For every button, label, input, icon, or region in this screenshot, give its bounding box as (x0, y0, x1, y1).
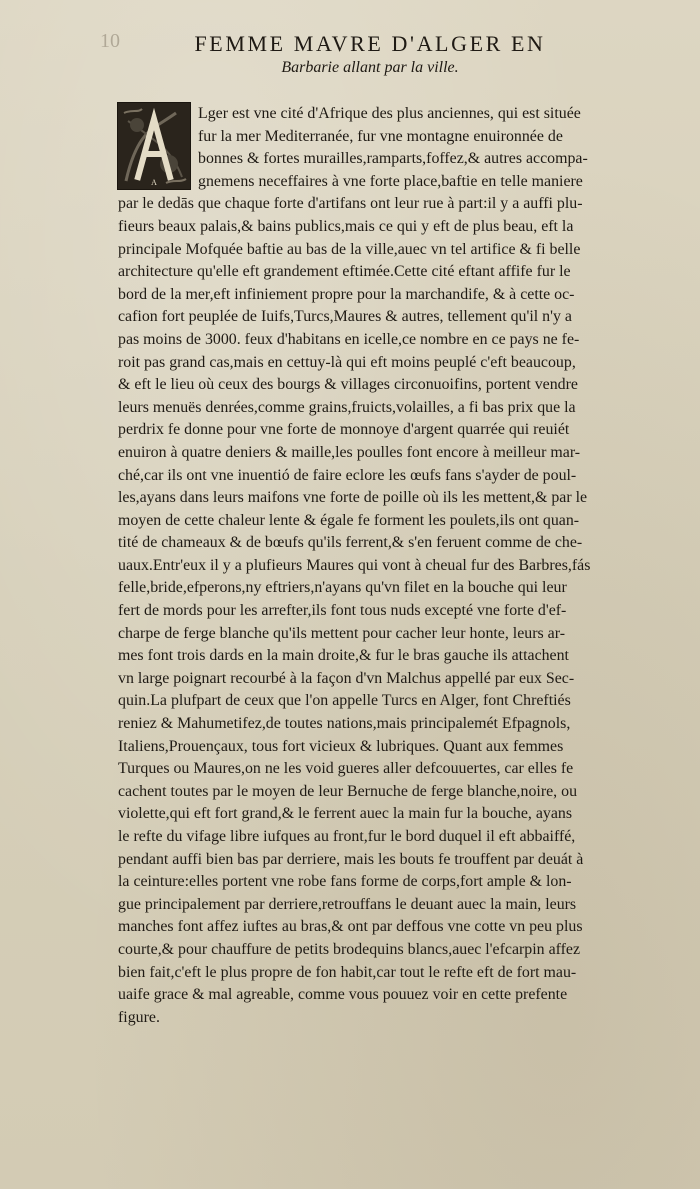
text-line-26: vn large poignart recourbé à la façon d'vn Malchus appellé par eux Sec- (118, 669, 575, 687)
text-line-39: bien fait,c'eft le plus propre de fon habit,car tout le refte eft de fort mau- (118, 963, 577, 981)
text-line-36: gue principalement par derriere,retrouffans le deuant auec la main, leurs (118, 895, 577, 913)
body-text (118, 103, 648, 1029)
text-line-24: charpe de ferge blanche qu'ils mettent pour cacher leur honte, leurs ar- (118, 624, 565, 642)
text-line-14: leurs menuës denrées,comme grains,fruicts,volailles, a fi bas prix que la (118, 398, 576, 416)
text-line-29: Italiens,Prouençaux, tous fort vicieux & lubriques. Quant aux femmes (118, 737, 564, 755)
text-line-5: par le dedās que chaque forte d'artifans ont leur rue à part:il y a auffi plu- (118, 195, 583, 213)
text-line-25: mes font trois dards en la main droite,& fur le bras gauche ils attachent (118, 647, 569, 665)
text-line-22: felle,bride,efperons,ny eftriers,n'ayans qu'vn filet en la bouche qui leur (118, 579, 567, 597)
page-number: 10 (100, 30, 120, 52)
text-line-41: figure. (118, 1008, 160, 1026)
text-line-1: Lger est vne cité d'Afrique des plus anciennes, qui est située (198, 105, 581, 122)
text-line-40: uaife grace & mal agreable, comme vous pouuez voir en cette prefente (118, 986, 568, 1004)
text-line-33: le refte du vifage libre iufques au front,fur le bord duquel il eft abbaiffé, (118, 828, 576, 845)
text-line-20: tité de chameaux & de bœufs qu'ils ferrent,& s'en feruent comme de che- (118, 534, 583, 552)
text-line-10: cafion fort peuplée de Iuifs,Turcs,Maures & autres, tellement qu'il n'y a (118, 308, 572, 326)
text-line-34: pendant auffi bien bas par derriere, mais les bouts fe trouffent par deuát à (118, 850, 584, 868)
text-line-19: moyen de cette chaleur lente & égale fe forment les poulets,ils ont quan- (118, 511, 580, 529)
text-line-31: cachent toutes par le moyen de leur Bernuche de ferge blanche,noire, ou (118, 782, 578, 800)
text-line-23: fert de mords pour les arrefter,ils font tous nuds excepté vne forte d'ef- (118, 602, 567, 620)
text-line-11: pas moins de 3000. feux d'habitans en icelle,ce nombre en ce pays ne fe- (118, 330, 580, 348)
page-title: FEMME MAVRE D'ALGER EN (194, 31, 546, 56)
text-line-35: la ceinture:elles portent vne robe fans forme de corps,fort ample & lon- (118, 873, 572, 891)
page-subtitle: Barbarie allant par la ville. (281, 59, 459, 76)
text-line-7: principale Mofquée baftie au bas de la ville,auec vn tel artifice & fi belle (118, 240, 581, 258)
text-line-3: bonnes & fortes murailles,ramparts,foffez,& autres accompa- (198, 150, 588, 168)
text-line-30: Turques ou Maures,on ne les void gueres aller defcouuertes, car elles fe (118, 760, 574, 778)
text-line-27: quin.La plufpart de ceux que l'on appelle Turcs en Alger, font Chreftiés (118, 692, 571, 710)
page-heading (140, 30, 600, 78)
text-line-9: bord de la mer,eft infiniement propre pour la marchandife, & à cette oc- (118, 285, 575, 303)
text-line-28: reniez & Mahumetifez,de toutes nations,mais principalemét Efpagnols, (118, 715, 571, 733)
text-line-32: violette,qui eft fort grand,& le ferrent auec la main fur la bouche, ayans (118, 805, 573, 823)
initial-letter-text: A (151, 178, 157, 187)
text-line-8: architecture qu'elle eft grandement eftimée.Cette cité eftant affife fur le (118, 263, 571, 281)
text-line-21: uaux.Entr'eux il y a plufieurs Maures qui vont à cheual fur des Barbres,fás (118, 556, 591, 574)
text-line-6: fieurs beaux palais,& bains publics,mais ce qui y eft de plus beau, eft la (118, 217, 574, 235)
text-line-4: gnemens neceffaires à vne forte place,baftie en telle maniere (198, 172, 583, 190)
text-line-12: roit pas grand cas,mais en cettuy-là qui eft moins peuplé c'eft beaucoup, (118, 353, 576, 371)
decorated-initial-a (117, 102, 191, 190)
text-line-16: enuiron à quatre deniers & maille,les poulles font encore à meilleur mar- (118, 443, 581, 461)
text-line-17: ché,car ils ont vne inuentió de faire eclore les œufs fans s'ayder de poul- (118, 466, 577, 484)
text-line-18: les,ayans dans leurs maifons vne forte de poille où ils les mettent,& par le (118, 489, 588, 507)
text-line-2: fur la mer Mediterranée, fur vne montagne enuironnée de (198, 127, 563, 145)
text-line-37: manches font affez iuftes au bras,& ont par deffous vne cotte vn peu plus (118, 918, 583, 936)
text-line-15: perdrix fe donne pour vne forte de monnoye d'argent quarrée qui reuiét (118, 421, 570, 439)
text-line-38: courte,& pour chauffure de petits brodequins blancs,auec l'efcarpin affez (118, 940, 581, 958)
text-line-13: & eft le lieu où ceux des bourgs & villages circonuoifins, portent vendre (118, 376, 578, 394)
